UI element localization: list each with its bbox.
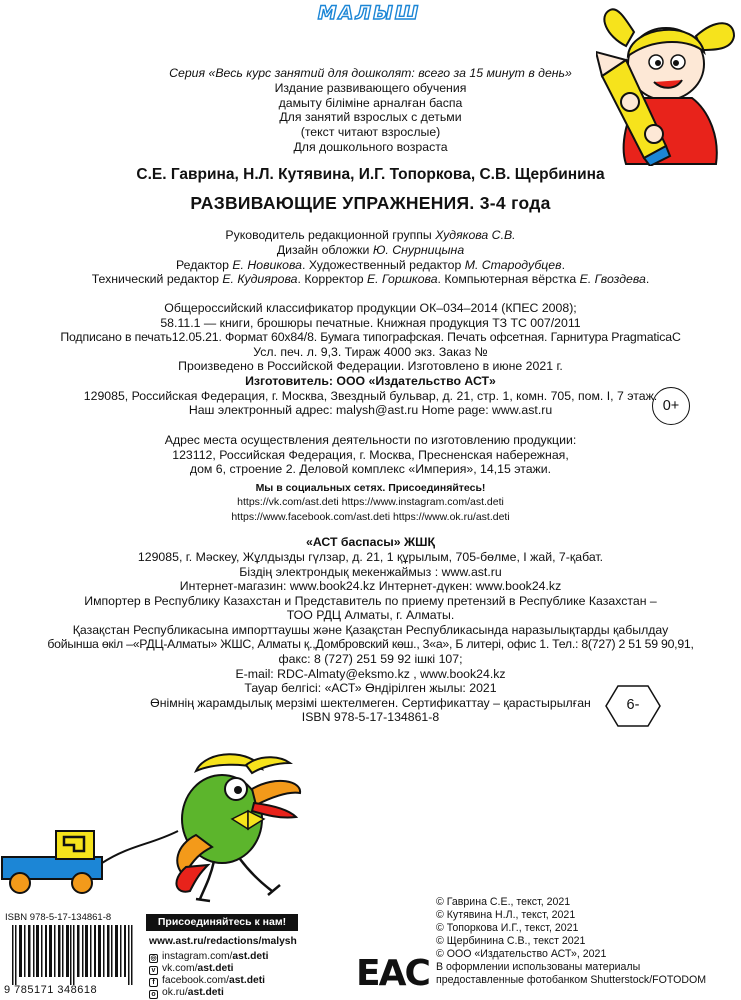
social-links-line[interactable]: https://www.facebook.com/ast.deti https://www.ok.ru/ast.deti — [231, 511, 510, 523]
barcode-bars — [4, 925, 139, 985]
imprint-line: Усл. печ. л. 9,3. Тираж 4000 экз. Заказ № — [253, 345, 488, 359]
imprint-line: 58.11.1 — книги, брошюры печатные. Книжная продукция ТЗ ТС 007/2011 — [160, 316, 581, 330]
imprint-line: Общероссийский классификатор продукции ОК–034–2014 (КПЕС 2008); — [164, 301, 577, 315]
kz-line: 129085, г. Мәскеу, Жұлдызды гүлзар, д. 21, 1 құрылым, 705-бөлме, I жай, 7-қабат. — [137, 550, 604, 564]
social-vk-link[interactable]: v vk.com/ast.deti — [149, 963, 234, 975]
malysh-logo: МАЛЫШ — [317, 2, 421, 24]
copyright-line: © Гаврина С.Е., текст, 2021 — [436, 896, 571, 908]
photobank-note: В оформлении использованы материалы — [436, 961, 641, 973]
age-rating-badge: 0+ — [652, 387, 690, 425]
kz-line: E-mail: RDC-Almaty@eksmo.kz , www.book24.kz — [235, 667, 506, 681]
copyright-line: © Кутявина Н.Л., текст, 2021 — [436, 909, 576, 921]
activity-address-line: дом 6, строение 2. Деловой комплекс «Империя», 14,15 этажи. — [189, 462, 552, 476]
credit-editorial-lead: Руководитель редакционной группы Худякова С.В. — [225, 228, 516, 242]
social-instagram-link[interactable]: ◎ instagram.com/ast.deti — [150, 951, 269, 962]
book-title: РАЗВИВАЮЩИЕ УПРАЖНЕНИЯ. 3-4 года — [190, 193, 551, 213]
social-heading: Мы в социальных сетях. Присоединяйтесь! — [255, 482, 486, 494]
kz-line: Импортер в Республику Казахстан и Представитель по приему претензий в Республике Казахстан – — [84, 594, 657, 608]
manufacturer: Изготовитель: ООО «Издательство АСТ» — [245, 374, 496, 388]
kz-isbn-line: ISBN 978-5-17-134861-8 — [301, 710, 440, 724]
kz-line: Интернет-магазин: www.book24.kz Интернет-дүкен: www.book24.kz — [179, 579, 562, 593]
age-group-line: Для дошкольного возраста — [293, 140, 448, 154]
series-line: Серия «Весь курс занятий для дошколят: всего за 15 минут в день» — [169, 66, 572, 80]
imprint-line: Произведено в Российской Федерации. Изготовлено в июне 2021 г. — [178, 359, 563, 373]
social-facebook-link[interactable]: f facebook.com/ast.deti — [149, 975, 265, 987]
activity-address-line: 123112, Российская Федерация, г. Москва, Пресненская набережная, — [172, 448, 569, 462]
vk-icon: v — [149, 966, 158, 975]
activity-address-line: Адрес места осуществления деятельности по изготовлению продукции: — [164, 433, 577, 447]
barcode-isbn: ISBN 978-5-17-134861-8 — [5, 912, 112, 923]
credit-technical: Технический редактор Е. Кудиярова. Корректор Е. Горшкова. Компьютерная вёрстка Е. Гвоздева. — [91, 272, 650, 286]
kz-line: бойынша өкіл –«РДЦ-Алматы» ЖШС, Алматы қ.,Домбровский көш., 3«а», Б литері, офис 1. Тел.: 8(727) 2 51 59 90,91, — [47, 637, 694, 651]
photobank-note: предоставленные фотобанком Shutterstock/FOTODOM — [436, 974, 707, 986]
join-us-bar: Присоединяйтесь к нам! — [146, 914, 298, 931]
kz-line: Қазақстан Республикасына импорттаушы және Қазақстан Республикасында наразылықтарды қабылдау — [72, 623, 669, 637]
barcode-digits: 9 785171 348618 — [4, 984, 98, 996]
kz-line: факс: 8 (727) 251 59 92 ішкі 107; — [278, 652, 463, 666]
credit-editors: Редактор Е. Новикова. Художественный редактор М. Стародубцев. — [175, 258, 565, 272]
facebook-icon: f — [149, 978, 158, 987]
age-kz-badge: 6- — [626, 697, 640, 713]
authors: С.Е. Гаврина, Н.Л. Кутявина, И.Г. Топоркова, С.В. Щербинина — [136, 166, 605, 183]
bird-with-cart-illustration — [0, 735, 320, 905]
social-links-line[interactable]: https://vk.com/ast.deti https://www.instagram.com/ast.deti — [237, 496, 504, 508]
copyright-line: © ООО «Издательство АСТ», 2021 — [436, 948, 607, 960]
audience-line: Для занятий взрослых с детьми — [279, 110, 462, 124]
ok-icon: o — [149, 990, 158, 999]
kz-publisher-heading: «АСТ баспасы» ЖШҚ — [305, 535, 436, 549]
edition-type-kz: дамыту біліміне арналған баспа — [278, 96, 463, 110]
manufacturer-address: 129085, Российская Федерация, г. Москва, Звездный бульвар, д. 21, стр. 1, комн. 705, пом. I, 7 этаж. — [83, 389, 658, 403]
imprint-line: Подписано в печать12.05.21. Формат 60x84/8. Бумага типографская. Печать офсетная. Гарнитура PragmaticaC — [60, 330, 681, 344]
kz-line: ТОО РДЦ Алматы, г. Алматы. — [286, 608, 455, 622]
reading-note: (текст читают взрослые) — [300, 125, 441, 139]
copyright-line: © Топоркова И.Г., текст, 2021 — [436, 922, 579, 934]
credit-cover-design: Дизайн обложки Ю. Снурницына — [276, 243, 465, 257]
redaction-url[interactable]: www.ast.ru/redactions/malysh — [149, 936, 297, 947]
eac-mark: ЕАС — [356, 953, 429, 994]
copyright-line: © Щербинина С.В., текст 2021 — [436, 935, 586, 947]
kz-line: Біздің электрондық мекенжаймыз : www.ast.ru — [239, 565, 502, 579]
kz-line: Өнімнің жарамдылық мерзімі шектелмеген. Сертификаттау – қарастырылған — [150, 696, 591, 710]
social-ok-link[interactable]: o ok.ru/ast.deti — [149, 987, 224, 999]
edition-type-ru: Издание развивающего обучения — [274, 81, 467, 95]
contact-email: Наш электронный адрес: malysh@ast.ru Home page: www.ast.ru — [188, 403, 553, 417]
kz-line: Тауар белгісі: «АСТ» Өндірілген жылы: 2021 — [244, 681, 497, 695]
instagram-icon: ◎ — [150, 955, 157, 962]
